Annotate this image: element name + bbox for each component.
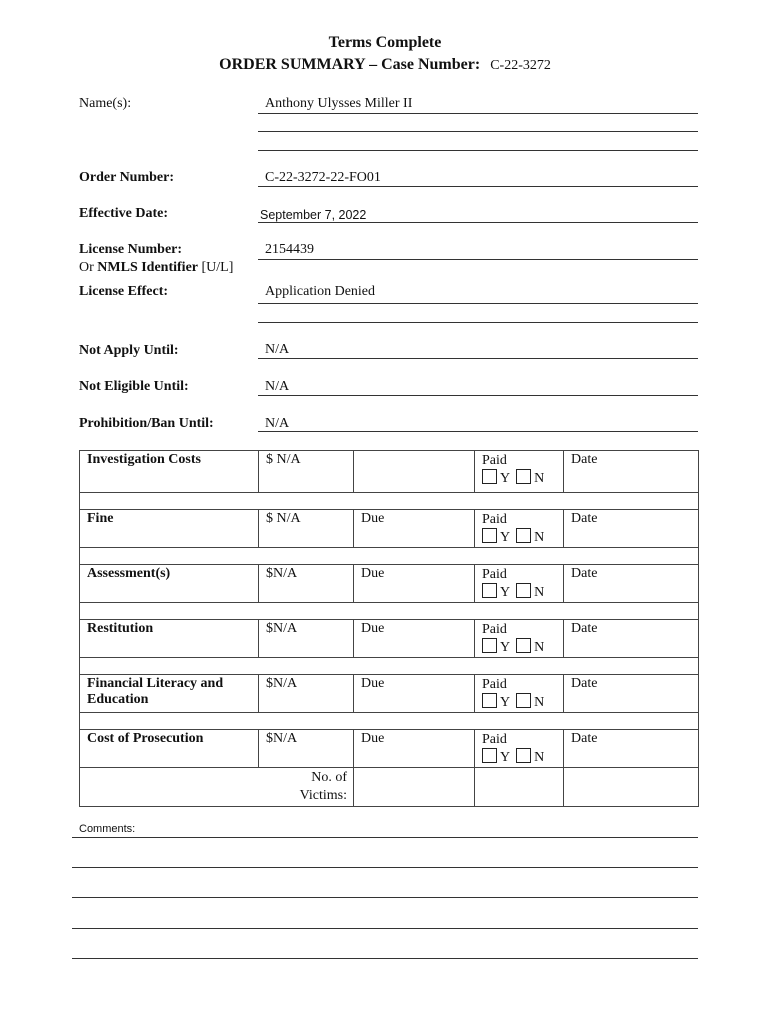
fee-row [80,675,699,713]
fee-date[interactable]: Date [564,451,699,493]
comments-line-2[interactable] [72,867,698,868]
nmls-label: NMLS Identifier [97,260,198,275]
paid-yes-label: Y [500,585,510,600]
not-apply-value[interactable]: N/A [265,342,290,357]
fee-amount[interactable]: $ N/A [259,451,354,493]
effective-date-line [258,222,698,223]
spacer-row [80,658,699,675]
paid-no-label: N [534,530,545,545]
fee-paid [475,730,564,768]
names-value[interactable]: Anthony Ulysses Miller II [265,96,413,111]
license-effect-value[interactable]: Application Denied [265,284,376,299]
fee-date[interactable]: Date [564,510,699,548]
not-apply-label: Not Apply Until: [79,343,179,358]
paid-yes-checkbox[interactable] [482,748,497,763]
fee-paid [475,510,564,548]
fee-amount[interactable]: $N/A [259,620,354,658]
paid-no-checkbox[interactable] [516,638,531,653]
fee-name: Restitution [80,620,259,658]
paid-label: Paid [482,732,507,747]
fee-amount[interactable]: $N/A [259,730,354,768]
paid-no-checkbox[interactable] [516,583,531,598]
paid-yes-checkbox[interactable] [482,528,497,543]
spacer-row [80,603,699,620]
fee-due[interactable]: Due [354,565,475,603]
fee-name: Financial Literacy and Education [80,675,259,713]
spacer-row [80,493,699,510]
fee-due[interactable]: Due [354,730,475,768]
fee-name: Assessment(s) [80,565,259,603]
paid-options [482,583,556,601]
nmls-prefix: Or [79,260,94,275]
paid-no-label: N [534,750,545,765]
case-number: C-22-3272 [490,58,551,73]
fee-row [80,620,699,658]
paid-label: Paid [482,622,507,637]
paid-label: Paid [482,677,507,692]
fee-row [80,565,699,603]
order-summary-label: ORDER SUMMARY – Case Number: [219,56,481,73]
comments-line-1[interactable] [72,837,698,838]
paid-no-checkbox[interactable] [516,528,531,543]
paid-options [482,469,556,487]
fee-paid [475,451,564,493]
victims-label-text: No. of Victims: [299,770,347,803]
license-effect-label: License Effect: [79,284,169,299]
spacer-row [80,548,699,565]
license-number-value[interactable]: 2154439 [265,242,314,257]
paid-label: Paid [482,567,507,582]
fee-amount[interactable]: $N/A [259,565,354,603]
spacer-cell [80,713,699,730]
spacer-cell [80,603,699,620]
fee-due[interactable]: Due [354,510,475,548]
not-eligible-value[interactable]: N/A [265,379,290,394]
paid-yes-label: Y [500,471,510,486]
paid-yes-label: Y [500,695,510,710]
paid-yes-label: Y [500,750,510,765]
victims-empty-1 [475,768,564,807]
paid-no-label: N [534,695,545,710]
nmls-identifier-label [79,260,233,276]
form-title: Terms Complete [328,34,442,51]
paid-yes-label: Y [500,640,510,655]
not-eligible-line [258,395,698,396]
license-effect-line-2 [258,322,698,323]
paid-options [482,638,556,656]
names-line-2 [258,131,698,132]
comments-line-4[interactable] [72,928,698,929]
victims-row [80,768,699,807]
paid-yes-checkbox[interactable] [482,693,497,708]
paid-no-checkbox[interactable] [516,748,531,763]
victims-label [80,768,354,807]
fees-table [79,450,699,807]
prohibition-value[interactable]: N/A [265,416,290,431]
names-line-3 [258,150,698,151]
order-number-line [258,186,698,187]
paid-no-checkbox[interactable] [516,693,531,708]
comments-line-5[interactable] [72,958,698,959]
license-number-label: License Number: [79,242,183,257]
spacer-cell [80,548,699,565]
not-apply-line [258,358,698,359]
paid-yes-checkbox[interactable] [482,469,497,484]
prohibition-label: Prohibition/Ban Until: [79,416,214,431]
fee-row [80,510,699,548]
fee-date[interactable]: Date [564,565,699,603]
paid-no-label: N [534,640,545,655]
paid-yes-checkbox[interactable] [482,638,497,653]
order-number-value[interactable]: C-22-3272-22-FO01 [265,170,381,185]
fee-amount[interactable]: $N/A [259,675,354,713]
fee-name: Cost of Prosecution [80,730,259,768]
paid-options [482,528,556,546]
fee-name: Fine [80,510,259,548]
paid-no-label: N [534,471,545,486]
names-line-1 [258,113,698,114]
victims-empty-2 [564,768,699,807]
comments-line-3[interactable] [72,897,698,898]
spacer-cell [80,658,699,675]
fee-due[interactable] [354,451,475,493]
effective-date-label: Effective Date: [79,206,169,221]
license-number-line [258,259,698,260]
paid-label: Paid [482,512,507,527]
paid-options [482,693,556,711]
fee-date[interactable]: Date [564,620,699,658]
fee-due[interactable]: Due [354,620,475,658]
prohibition-line [258,431,698,432]
license-effect-line-1 [258,303,698,304]
fee-row [80,730,699,768]
victims-value[interactable] [354,768,475,807]
order-number-label: Order Number: [79,170,174,185]
paid-yes-label: Y [500,530,510,545]
nmls-suffix: [U/L] [201,260,234,275]
not-eligible-label: Not Eligible Until: [79,379,189,394]
fee-name: Investigation Costs [80,451,259,493]
fee-paid [475,565,564,603]
paid-yes-checkbox[interactable] [482,583,497,598]
fee-paid [475,675,564,713]
names-label: Name(s): [79,96,132,111]
spacer-cell [80,493,699,510]
paid-label: Paid [482,453,507,468]
paid-no-label: N [534,585,545,600]
fee-row [80,451,699,493]
comments-label: Comments: [79,823,136,835]
fee-date[interactable]: Date [564,675,699,713]
fee-due[interactable]: Due [354,675,475,713]
order-summary-heading [0,56,770,74]
paid-options [482,748,556,766]
fee-amount[interactable]: $ N/A [259,510,354,548]
paid-no-checkbox[interactable] [516,469,531,484]
fee-date[interactable]: Date [564,730,699,768]
effective-date-value[interactable]: September 7, 2022 [260,208,367,222]
spacer-row [80,713,699,730]
fee-paid [475,620,564,658]
